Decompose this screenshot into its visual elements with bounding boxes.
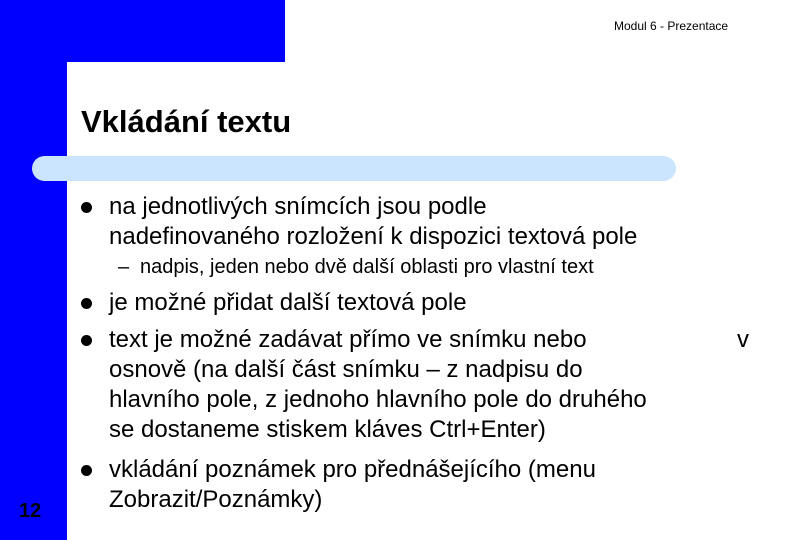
bullet-2 [109, 288, 467, 318]
slide-header: Modul 6 - Prezentace [614, 19, 729, 33]
bullet-3-line-1: text je možné zadávat přímo ve snímku nebo [109, 326, 587, 353]
slide-number: 12 [19, 500, 42, 522]
bullet-1 [109, 192, 637, 252]
bullet-3 [109, 325, 749, 445]
slide-title: Vkládání textu [81, 104, 292, 139]
bullet-dot-icon [81, 335, 92, 346]
sub-bullet-dash: – [118, 256, 130, 278]
sub-bullet [118, 256, 594, 279]
bullet-4 [109, 455, 596, 515]
bullet-dot-icon [81, 465, 92, 476]
bullet-3-line-3: hlavního pole, z jednoho hlavního pole do druhého [109, 386, 647, 413]
title-underline-bar [32, 156, 676, 181]
bullet-dot-icon [81, 298, 92, 309]
bullet-4-line-2: Zobrazit/Poznámky) [109, 486, 323, 513]
bullet-3-line-4: se dostaneme stiskem kláves Ctrl+Enter) [109, 416, 546, 443]
bullet-4-line-1: vkládání poznámek pro přednášejícího (menu [109, 456, 596, 483]
bullet-1-line-2: nadefinovaného rozložení k dispozici textová pole [109, 223, 638, 250]
bullet-3-trailing: v [737, 326, 749, 353]
bullet-1-line-1: na jednotlivých snímcích jsou podle [109, 193, 487, 220]
left-accent-bar [0, 0, 67, 540]
sub-bullet-text: nadpis, jeden nebo dvě další oblasti pro vlastní text [140, 256, 594, 278]
bullet-3-line-2: osnově (na další část snímku – z nadpisu do [109, 356, 583, 383]
top-accent-band [0, 0, 285, 62]
bullet-dot-icon [81, 202, 92, 213]
bullet-2-line-1: je možné přidat další textová pole [109, 289, 467, 316]
